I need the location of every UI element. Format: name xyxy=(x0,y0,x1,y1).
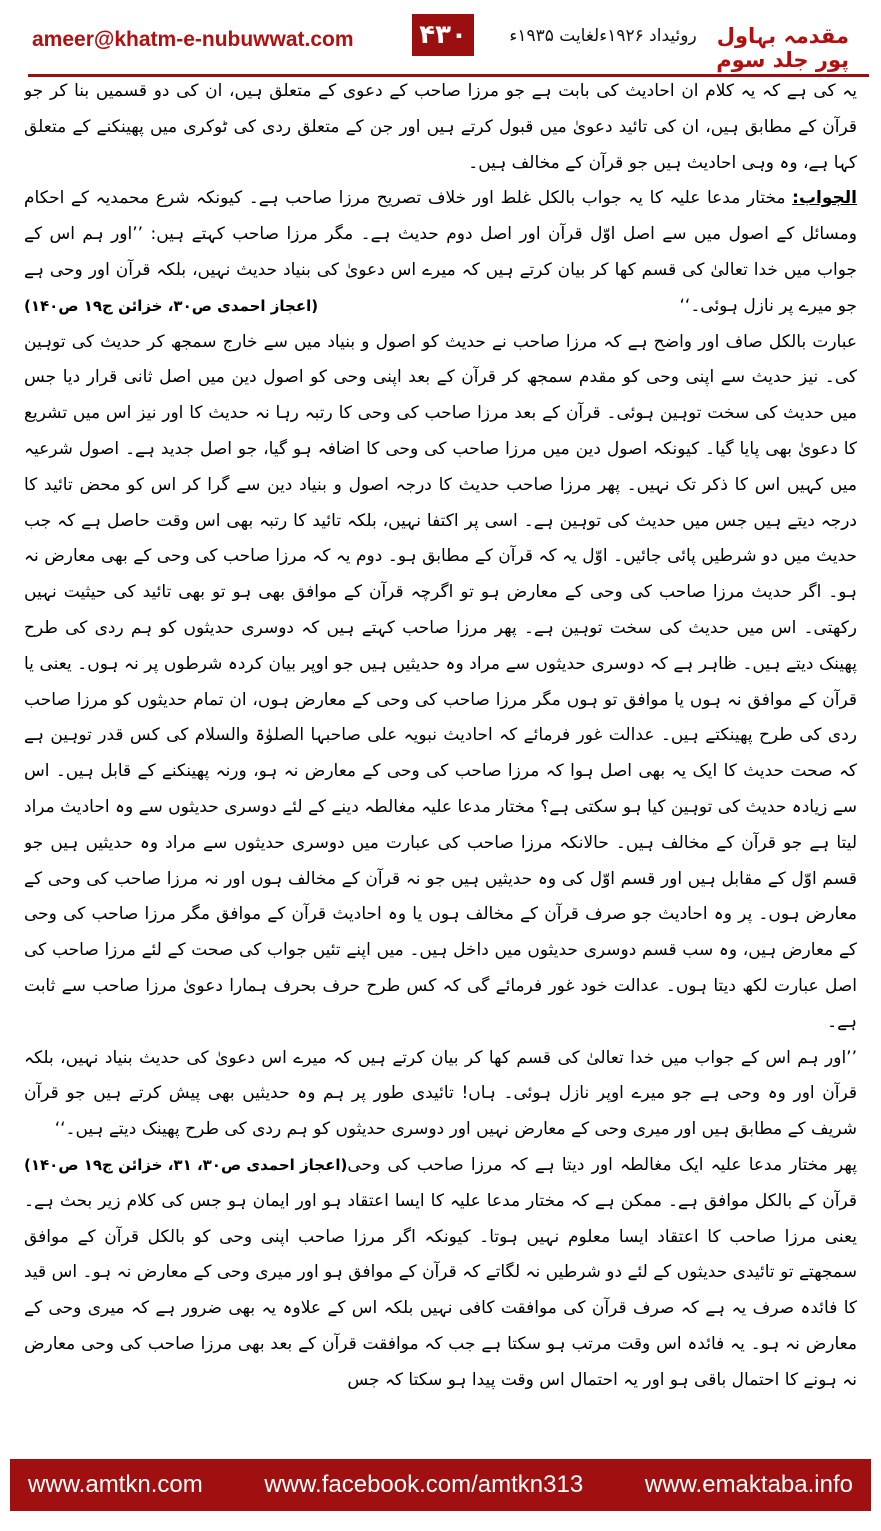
page-number: ۴۳۰ xyxy=(412,14,474,56)
answer-label: الجواب: xyxy=(792,188,857,209)
reference-2: (اعجاز احمدی ص۳۰، ۳۱، خزائن ج۱۹ ص۱۴۰) xyxy=(24,1155,348,1174)
paragraph-5: پھر مختار مدعا علیہ ایک مغالطہ اور دیتا ہے کہ مرزا صاحب کی وحی قرآن کے بالکل موافق ہے۔ ممکن ہے کہ مختار مدعا علیہ کا ایسا اعتقاد ہو اور ایمان ہو جس کی کلام زیر بحث ہے۔ یعنی مرزا صاحب کا اعتقاد ایسا معلوم نہیں ہوتا۔ کیونکہ اگر مرزا صاحب اپنی وحی کو بالکل قرآن کے موافق سمجھتے تو تائیدی حدیثوں کے لئے دو شرطیں نہ لگاتے کہ قرآن کے موافق ہو اور میری وحی کے معارض نہ ہو۔ اس قید کا فائدہ صرف یہ ہے کہ صرف قرآن کی موافقت کافی نہیں بلکہ اس کے علاوہ یہ بھی ضرور ہے کہ میری وحی کے معارض نہ ہو۔ یہ فائدہ اس وقت مرتب ہو سکتا ہے جب کہ موافقت قرآن کے بعد بھی مرزا صاحب کی وحی معارض نہ ہونے کا احتمال باقی ہو اور یہ احتمال اس وقت پیدا ہو سکتا کہ جس xyxy=(24,1154,857,1390)
paragraph-3: عبارت بالکل صاف اور واضح ہے کہ مرزا صاحب نے حدیث کو اصول و بنیاد میں سے خارج سمجھ کر حدیث کی توہین کی۔ نیز حدیث سے اپنی وحی کو مقدم سمجھ کر قرآن کے بعد اپنی وحی کو اصول دین میں اصل ثانی قرار دیا جس میں حدیث کی سخت توہین ہوئی۔ قرآن کے بعد مرزا صاحب کی وحی کا رتبہ رہا نہ حدیث کا اور نیز اس میں تشریع کا دعویٰ بھی پایا گیا۔ کیونکہ اصول دین میں مرزا صاحب کی وحی کا اضافہ ہو گیا، جو اصل جدید ہے۔ اصول شرعیہ میں کہیں اس کا ذکر تک نہیں۔ پھر مرزا صاحب حدیث کا درجہ اصول و بنیاد دین سے گرا کر اس کو محض تائید کا درجہ دیتے ہیں جس میں حدیث کی توہین ہے۔ اسی پر اکتفا نہیں، بلکہ تائید کا رتبہ بھی اس وقت حاصل ہے کہ جب حدیث میں دو شرطیں پائی جائیں۔ اوّل یہ کہ قرآن کے مطابق ہو۔ دوم یہ کہ مرزا صاحب کی وحی کے بھی معارض نہ ہو۔ اگر حدیث مرزا صاحب کی وحی کے معارض ہو تو اگرچہ قرآن کے موافق بھی ہو تو بھی تائید کی حیثیت نہیں رکھتی۔ اس میں حدیث کی سخت توہین ہے۔ پھر مرزا صاحب کہتے ہیں کہ دوسری حدیثوں کو ہم ردی کی طرح پھینک دیتے ہیں۔ ظاہر ہے کہ دوسری حدیثوں سے مراد وہ حدیثیں ہیں جو اوپر بیان کردہ شرطوں پر نہ ہوں۔ یعنی یا قرآن کے موافق نہ ہوں یا موافق تو ہوں مگر مرزا صاحب کی وحی کے معارض ہوں، ان تمام حدیثوں کو مرزا صاحب ردی کی طرح پھینکتے ہیں۔ عدالت غور فرمائے کہ احادیث نبویہ علی صاحبہا الصلوٰۃ والسلام کی کس قدر توہین ہے کہ صحت حدیث کا ایک یہ بھی اصل ہوا کہ مرزا صاحب کی وحی کے معارض نہ ہو، ورنہ پھینکنے کے قابل ہیں۔ اس سے زیادہ حدیث کی توہین کیا ہو سکتی ہے؟ مختار مدعا علیہ مغالطہ دینے کے لئے دوسری حدیثوں سے وہ احادیث مراد لیتا ہے جو قرآن کے مخالف ہیں۔ حالانکہ مرزا صاحب کی عبارت میں دوسری حدیثوں سے مراد وہ حدیثیں ہیں جو قسم اوّل کے مقابل ہیں اور قسم اوّل کی وہ حدیثیں ہیں جو نہ قرآن کے مخالف ہوں اور نہ مرزا صاحب کی وحی کے معارض ہوں۔ پر وہ احادیث جو صرف قرآن کے مخالف ہوں یا وہ احادیث قرآن کے موافق مگر مرزا صاحب کی وحی کے معارض ہیں، وہ سب قسم دوسری حدیثوں میں داخل ہیں۔ میں اپنے تئیں جواب کی صحت کے لئے مرزا صاحب کی اصل عبارت لکھ دیتا ہوں۔ عدالت خود غور فرمائے گی کہ کس طرح حرف بحرف ہمارا دعویٰ مرزا صاحب سے ثابت ہے۔ xyxy=(24,331,857,1032)
header-subtitle: روئیداد ۱۹۲۶ءلغایت ۱۹۳۵ء xyxy=(509,26,697,46)
footer-link-emaktaba[interactable]: www.emaktaba.info xyxy=(644,1471,853,1498)
paragraph-4 xyxy=(24,1041,857,1174)
book-title: مقدمہ بہاول پور جلد سوم xyxy=(716,24,849,72)
footer-link-facebook[interactable]: www.facebook.com/amtkn313 xyxy=(264,1471,584,1498)
quote-text: ’’اور ہم اس کے جواب میں خدا تعالیٰ کی قسم کھا کر بیان کرتے ہیں کہ میرے اس دعویٰ کی حدیث بنیاد نہیں، بلکہ قرآن اور وہ وحی ہے جو میرے اوپر نازل ہوئی۔ ہاں! تائیدی طور پر ہم وہ حدیثیں بھی پیش کرتے ہیں جو قرآن شریف کے مطابق ہیں اور میری وحی کے معارض نہیں اور دوسری حدیثوں کو ہم ردی کی طرح پھینک دیتے ہیں۔‘‘ xyxy=(24,1047,857,1140)
header-email[interactable]: ameer@khatm-e-nubuwwat.com xyxy=(32,28,354,51)
page-footer xyxy=(10,1459,871,1511)
paragraph-2 xyxy=(24,181,857,324)
paragraph-2-text: مختار مدعا علیہ کا یہ جواب بالکل غلط اور خلاف تصریح مرزا صاحب ہے۔ کیونکہ شرع محمدیہ کے احکام ومسائل کے اصول میں سے اصل اوّل قرآن اور اصل دوم حدیث ہے۔ مگر مرزا صاحب کہتے ہیں: ’’اور ہم اس کے جواب میں خدا تعالیٰ کی قسم کھا کر بیان کرتے ہیں کہ میرے اس دعویٰ کی بنیاد حدیث نہیں، بلکہ قرآن اور وحی ہے جو میرے پر نازل ہوئی۔‘‘ xyxy=(24,188,857,316)
footer-link-amtkn[interactable]: www.amtkn.com xyxy=(28,1471,203,1498)
page-body xyxy=(24,74,857,1442)
paragraph-1: یہ کی ہے کہ یہ کلام ان احادیث کی بابت ہے جو مرزا صاحب کے دعوی کے متعلق ہیں، ان کی دو قسمیں بنا کر جو قرآن کے مطابق ہیں، ان کی تائید دعویٰ میں قبول کرتے ہیں اور جن کے متعلق ردی کی ٹوکری میں پھینکنے کے متعلق کہا ہے، وہ وہی احادیث ہیں جو قرآن کے مخالف ہیں۔ xyxy=(24,81,857,173)
page-header xyxy=(8,14,873,72)
reference-1: (اعجاز احمدی ص۳۰، خزائن ج۱۹ ص۱۴۰) xyxy=(24,296,319,315)
